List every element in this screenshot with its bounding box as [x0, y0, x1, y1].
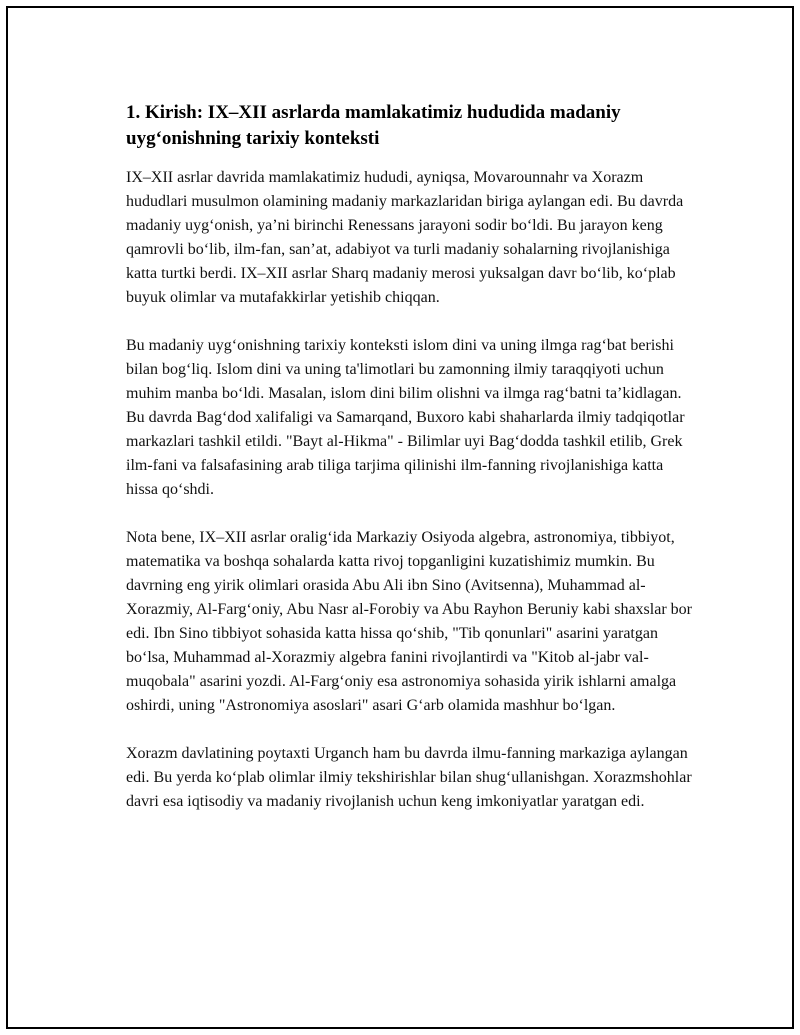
paragraph-scholars: Nota bene, IX–XII asrlar oralig‘ida Markaziy Osiyoda algebra, astronomiya, tibbiyot, matematika va boshqa sohalarda katta rivoj topganligini kuzatishimiz mumkin. Bu davrning eng yirik olimlari orasida Abu Ali ibn Sino (Avitsenna), Muhammad al-Xorazmiy, Al-Farg‘oniy, Abu Nasr al-Forobiy va Abu Rayhon Beruniy kabi shaxslar bor edi. Ibn Sino tibbiyot sohasida katta hissa qo‘shib, "Tib qonunlari" asarini yaratgan bo‘lsa, Muhammad al-Xorazmiy algebra fanini rivojlantirdi va "Kitob al-jabr val-muqobala" asarini yozdi. Al-Farg‘oniy esa astronomiya sohasida yirik ishlarni amalga oshirdi, uning "Astronomiya asoslari" asari G‘arb olamida mashhur bo‘lgan.	[126, 529, 692, 714]
paragraph-intro: IX–XII asrlar davrida mamlakatimiz hududi, ayniqsa, Movarounnahr va Xorazm hududlari musulmon olamining madaniy markazlaridan biriga aylangan edi. Bu davrda madaniy uyg‘onish, ya’ni birinchi Renessans jarayoni sodir bo‘ldi. Bu jarayon keng qamrovli bo‘lib, ilm-fan, san’at, adabiyot va turli madaniy sohalarning rivojlanishiga katta turtki berdi. IX–XII asrlar Sharq madaniy merosi yuksalgan davr bo‘lib, ko‘plab buyuk olimlar va mutafakkirlar yetishib chiqqan.	[126, 169, 684, 306]
paragraph-historical-context: Bu madaniy uyg‘onishning tarixiy konteksti islom dini va uning ilmga rag‘bat berishi bilan bog‘liq. Islom dini va uning ta'limotlari bu zamonning ilmiy taraqqiyoti uchun muhim manba bo‘ldi. Masalan, islom dini bilim olishni va ilmga rag‘batni ta’kidlagan. Bu davrda Bag‘dod xalifaligi va Samarqand, Buxoro kabi shaharlarda ilmiy tadqiqotlar markazlari tashkil etildi. "Bayt al-Hikma" - Bilimlar uyi Bag‘dodda tashkil etilib, Grek ilm-fani va falsafasining arab tiliga tarjima qilinishi ilm-fanning rivojlanishiga katta hissa qo‘shdi.	[126, 337, 685, 498]
page-frame	[6, 6, 794, 1029]
section-heading: 1. Kirish: IX–XII asrlarda mamlakatimiz hududida madaniy uyg‘onishning tarixiy konteksti	[126, 102, 621, 149]
paragraph-urganch: Xorazm davlatining poytaxti Urganch ham bu davrda ilmu-fanning markaziga aylangan edi. Bu yerda ko‘plab olimlar ilmiy tekshirishlar bilan shug‘ullanishgan. Xorazmshohlar davri esa iqtisodiy va madaniy rivojlanish uchun keng imkoniyatlar yaratgan edi.	[126, 745, 692, 810]
document-body	[126, 100, 696, 838]
